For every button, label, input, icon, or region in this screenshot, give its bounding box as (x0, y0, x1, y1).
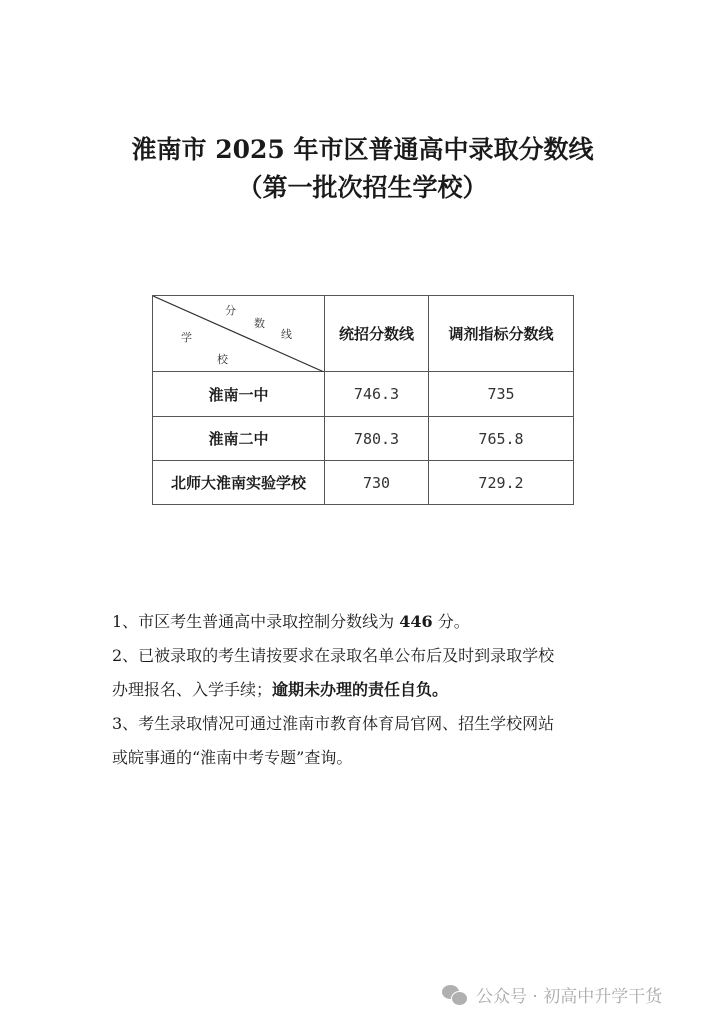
score-table (152, 295, 574, 505)
page-title: 淮南市 2025 年市区普通高中录取分数线 (131, 135, 594, 164)
column-header-adjusted: 调剂指标分数线 (429, 296, 574, 372)
page-subtitle: （第一批次招生学校） (237, 173, 488, 202)
table-row (153, 417, 574, 461)
wechat-icon (442, 983, 470, 1007)
corner-label-shu: 数 (254, 317, 265, 330)
column-header-unified: 统招分数线 (325, 296, 429, 372)
watermark (442, 982, 662, 1007)
school-name: 北师大淮南实验学校 (153, 461, 325, 505)
table-row (153, 461, 574, 505)
corner-label-fen: 分 (225, 304, 236, 317)
corner-label-xiao: 校 (217, 353, 228, 366)
corner-header-cell (153, 296, 325, 372)
notes-section (112, 605, 612, 775)
table-row (153, 372, 574, 417)
adjusted-score: 729.2 (429, 461, 574, 505)
school-name: 淮南一中 (153, 372, 325, 417)
note-1: 1、市区考生普通高中录取控制分数线为 446 分。 (112, 612, 470, 631)
unified-score: 746.3 (325, 372, 429, 417)
adjusted-score: 765.8 (429, 417, 574, 461)
note-3-line-1: 3、考生录取情况可通过淮南市教育体育局官网、招生学校网站 (112, 714, 555, 733)
unified-score: 780.3 (325, 417, 429, 461)
control-score: 446 (399, 612, 433, 631)
corner-label-xue: 学 (181, 331, 192, 344)
diagonal-line (153, 296, 324, 372)
table-header-row (153, 296, 574, 372)
watermark-text: 公众号 · 初高中升学干货 (476, 987, 663, 1007)
note-3-line-2: 或皖事通的“淮南中考专题”查询。 (112, 748, 353, 767)
adjusted-score: 735 (429, 372, 574, 417)
note-2-line-1: 2、已被录取的考生请按要求在录取名单公布后及时到录取学校 (112, 646, 555, 665)
note-2-line-2: 办理报名、入学手续；逾期未办理的责任自负。 (112, 680, 449, 699)
school-name: 淮南二中 (153, 417, 325, 461)
corner-label-xian: 线 (281, 328, 292, 341)
note-2-warning: 逾期未办理的责任自负。 (272, 680, 449, 699)
unified-score: 730 (325, 461, 429, 505)
